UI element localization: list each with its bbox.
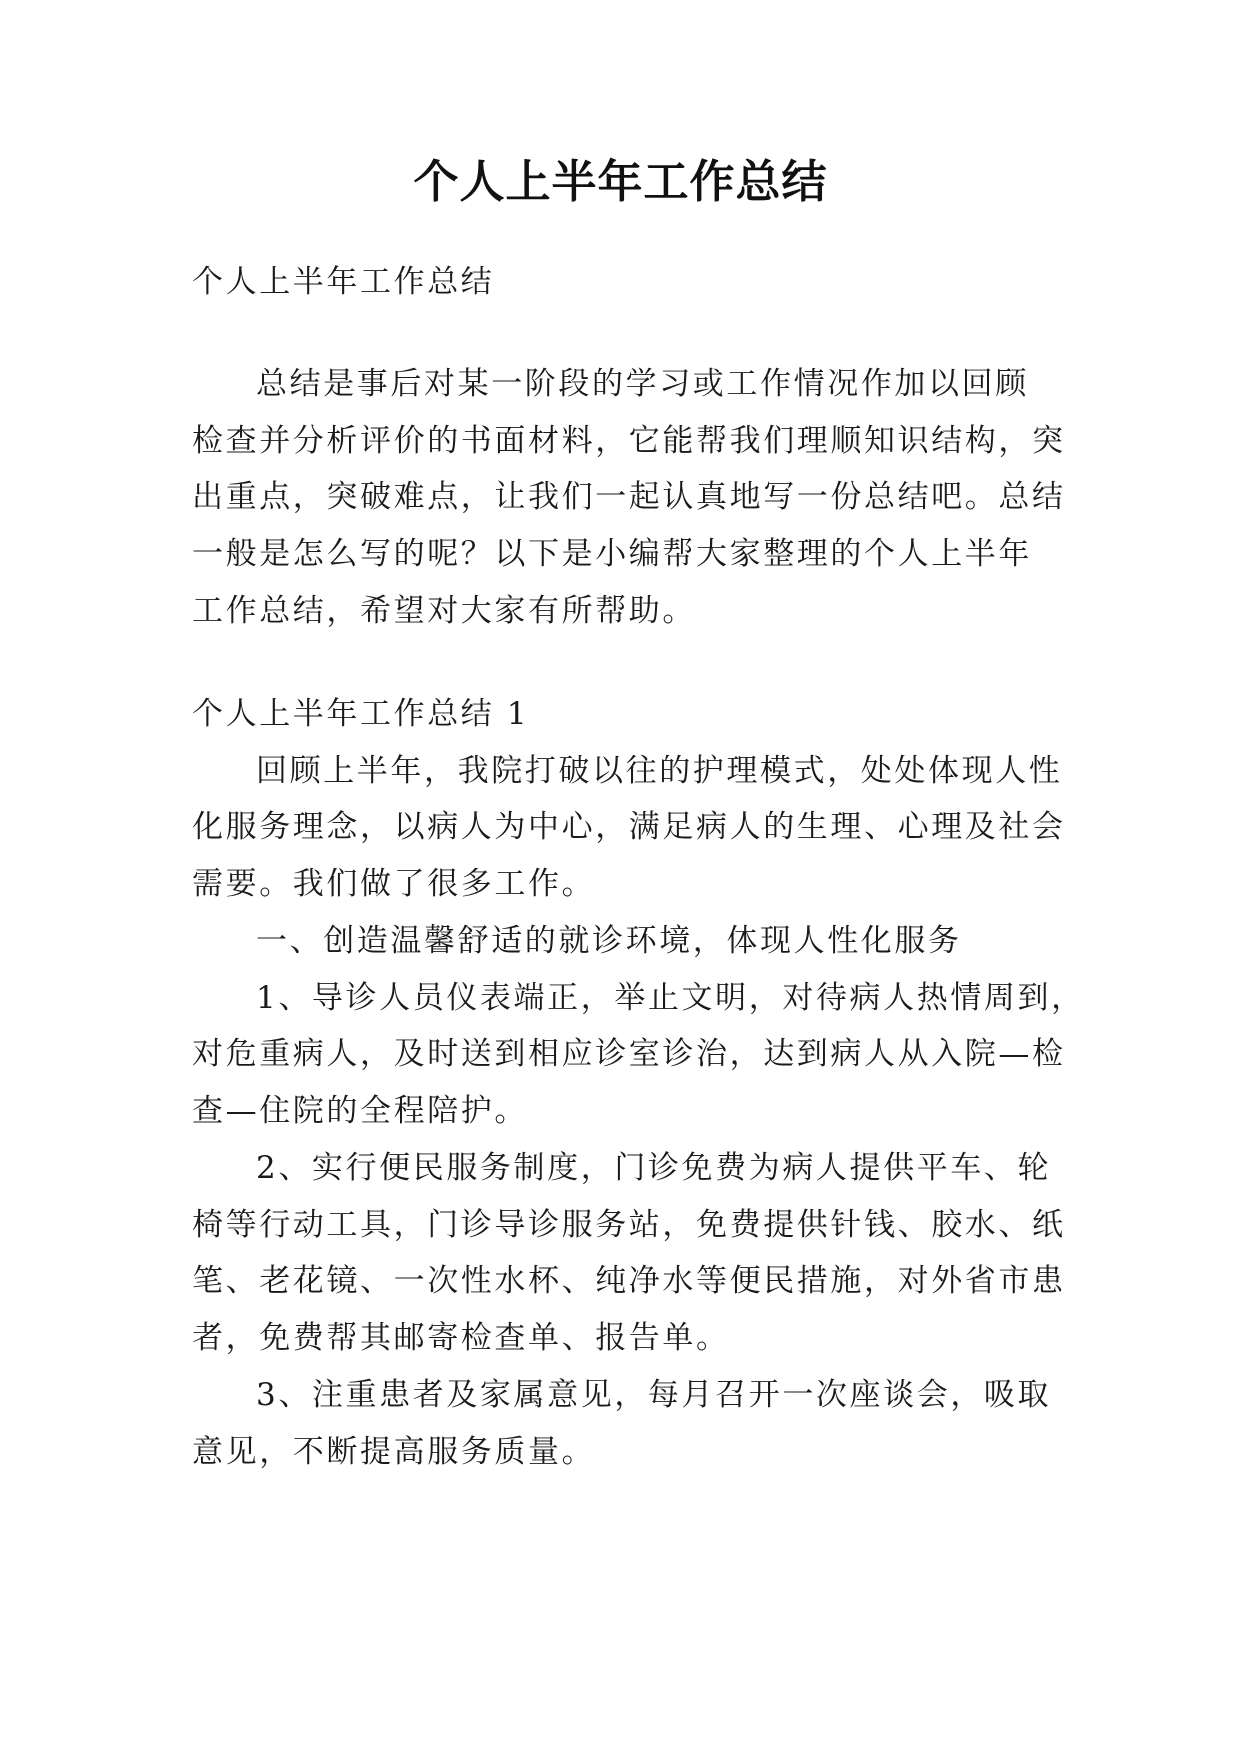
item-3-line: 3、注重患者及家属意见，每月召开一次座谈会，吸取 [256,1377,1052,1413]
document-subtitle: 个人上半年工作总结 [192,264,495,300]
item-2-line: 笔、老花镜、一次性水杯、纯净水等便民措施，对外省市患 [192,1263,1066,1299]
intro-line: 工作总结，希望对大家有所帮助。 [192,593,696,629]
item-2-line: 者，免费帮其邮寄检查单、报告单。 [192,1320,730,1356]
review-line: 回顾上半年，我院打破以往的护理模式，处处体现人性 [256,753,1063,789]
review-line: 化服务理念，以病人为中心，满足病人的生理、心理及社会 [192,809,1066,845]
intro-line: 总结是事后对某一阶段的学习或工作情况作加以回顾 [256,366,1029,402]
page-title: 个人上半年工作总结 [413,155,828,208]
intro-line: 检查并分析评价的书面材料，它能帮我们理顺知识结构，突 [192,423,1066,459]
item-1-line: 1、导诊人员仪表端正，举止文明，对待病人热情周到， [256,980,1085,1016]
item-1-line: 对危重病人，及时送到相应诊室诊治，达到病人从入院—检 [192,1036,1066,1072]
review-line: 需要。我们做了很多工作。 [192,866,596,902]
item-2-line: 2、实行便民服务制度，门诊免费为病人提供平车、轮 [256,1150,1052,1186]
subheading: 一、创造温馨舒适的就诊环境，体现人性化服务 [256,923,962,959]
item-3-line: 意见，不断提高服务质量。 [192,1434,596,1470]
item-2-line: 椅等行动工具，门诊导诊服务站，免费提供针钱、胶水、纸 [192,1207,1066,1243]
item-1-line: 查—住院的全程陪护。 [192,1093,528,1129]
section-heading: 个人上半年工作总结 1 [192,696,530,732]
intro-line: 一般是怎么写的呢？以下是小编帮大家整理的个人上半年 [192,536,1032,572]
intro-line: 出重点，突破难点，让我们一起认真地写一份总结吧。总结 [192,479,1066,515]
